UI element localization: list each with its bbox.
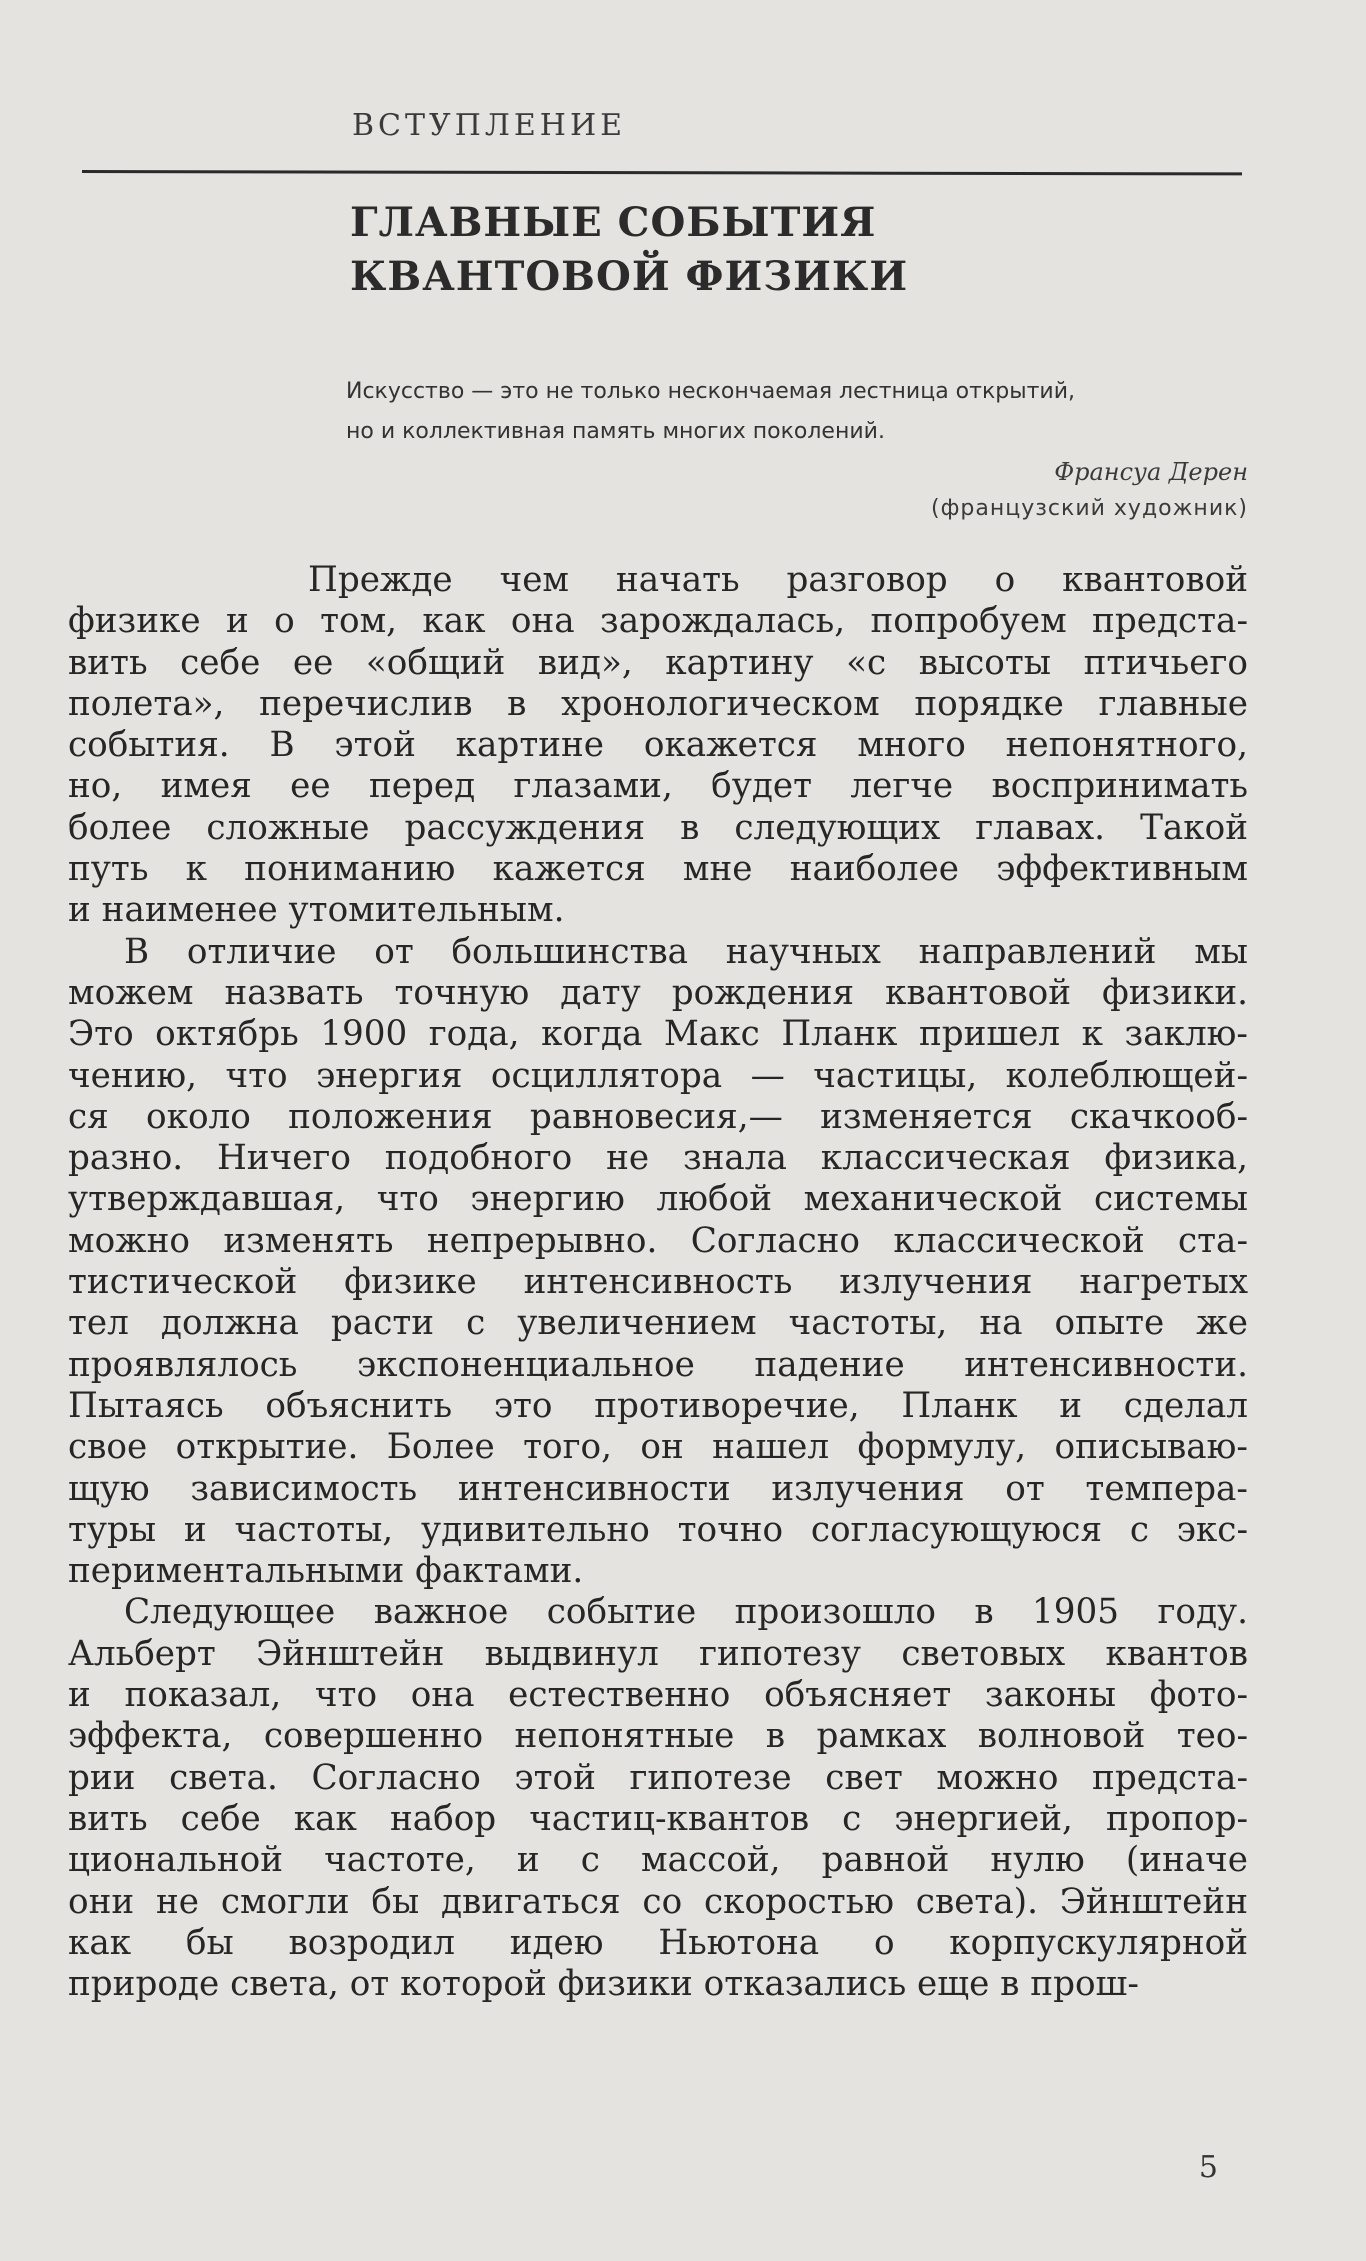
paragraph — [68, 932, 1248, 1593]
paragraph-line: и наименее утомительным. — [68, 890, 565, 931]
paragraph-line: Следующее важное событие произошло в 1905 году. — [124, 1592, 1248, 1633]
paragraph-line: и показал, что она естественно объясняет законы фото- — [68, 1675, 1248, 1716]
paragraph-line: ся около положения равновесия,— изменяется скачкооб- — [68, 1096, 1248, 1137]
paragraph-line: проявлялось экспоненциальное падение интенсивности. — [68, 1344, 1248, 1385]
paragraph-line: Пытаясь объяснить это противоречие, Планк и сделал — [68, 1385, 1248, 1426]
paragraph-line: циональной частоте, и с массой, равной нулю (иначе — [68, 1840, 1248, 1881]
paragraph-line: вить себе как набор частиц-квантов с энергией, пропор- — [68, 1798, 1248, 1839]
paragraph-line: щую зависимость интенсивности излучения от темпера- — [68, 1468, 1248, 1509]
paragraph-line: физике и о том, как она зарождалась, попробуем предста- — [68, 601, 1248, 642]
paragraph-line: путь к пониманию кажется мне наиболее эффективным — [68, 849, 1248, 890]
epigraph-author: Франсуа Дерен — [1054, 458, 1248, 486]
paragraph-line: Прежде чем начать разговор о квантовой — [308, 560, 1248, 600]
page-number: 5 — [1198, 2150, 1218, 2185]
paragraph-line: тистической физике интенсивность излучения нагретых — [68, 1262, 1248, 1303]
paragraph-line: утверждавшая, что энергию любой механической системы — [68, 1179, 1248, 1220]
paragraph-line: свое открытие. Более того, он нашел формулу, описываю- — [68, 1427, 1248, 1468]
paragraph-line: Альберт Эйнштейн выдвинул гипотезу световых квантов — [68, 1633, 1248, 1674]
paragraph-line: Это октябрь 1900 года, когда Макс Планк пришел к заклю- — [68, 1014, 1248, 1055]
paragraph-line: В отличие от большинства научных направлений мы — [124, 931, 1248, 972]
paragraph-line: события. В этой картине окажется много непонятного, — [68, 725, 1248, 766]
paragraph-line: но, имея ее перед глазами, будет легче воспринимать — [68, 766, 1248, 807]
chapter-title-line: КВАНТОВОЙ ФИЗИКИ — [350, 253, 909, 300]
epigraph — [346, 372, 1246, 452]
epigraph-author-role: (французский художник) — [931, 496, 1248, 521]
paragraph-line: природе света, от которой физики отказались еще в прош- — [68, 1964, 1139, 2005]
paragraph-line: как бы возродил идею Ньютона о корпускулярной — [68, 1922, 1248, 1963]
paragraph-line: чению, что энергия осциллятора — частицы, колеблющей- — [68, 1055, 1248, 1096]
paragraph — [68, 560, 1248, 932]
chapter-title — [350, 196, 1050, 304]
paragraph — [68, 1592, 1248, 2005]
paragraph-line: туры и частоты, удивительно точно согласующуюся с экс- — [68, 1509, 1248, 1550]
paragraph-line: можем назвать точную дату рождения квантовой физики. — [68, 972, 1248, 1013]
chapter-title-line: ГЛАВНЫЕ СОБЫТИЯ — [350, 199, 877, 246]
body-text — [68, 560, 1248, 2005]
section-label: ВСТУПЛЕНИЕ — [352, 108, 627, 143]
paragraph-line: полета», перечислив в хронологическом порядке главные — [68, 683, 1248, 724]
paragraph-line: тел должна расти с увеличением частоты, на опыте же — [68, 1303, 1248, 1344]
paragraph-line: вить себе ее «общий вид», картину «с высоты птичьего — [68, 642, 1248, 683]
paragraph-line: они не смогли бы двигаться со скоростью света). Эйнштейн — [68, 1881, 1248, 1922]
epigraph-line: Искусство — это не только нескончаемая лестница открытий, — [346, 379, 1075, 404]
paragraph-line: периментальными фактами. — [68, 1551, 584, 1592]
header-rule — [82, 170, 1242, 175]
paragraph-line: рии света. Согласно этой гипотезе свет можно предста- — [68, 1757, 1248, 1798]
paragraph-line: эффекта, совершенно непонятные в рамках волновой тео- — [68, 1716, 1248, 1757]
paragraph-line: можно изменять непрерывно. Согласно классической ста- — [68, 1220, 1248, 1261]
epigraph-line: но и коллективная память многих поколений. — [346, 419, 885, 444]
paragraph-line: разно. Ничего подобного не знала классическая физика, — [68, 1138, 1248, 1179]
paragraph-line: более сложные рассуждения в следующих главах. Такой — [68, 807, 1248, 848]
